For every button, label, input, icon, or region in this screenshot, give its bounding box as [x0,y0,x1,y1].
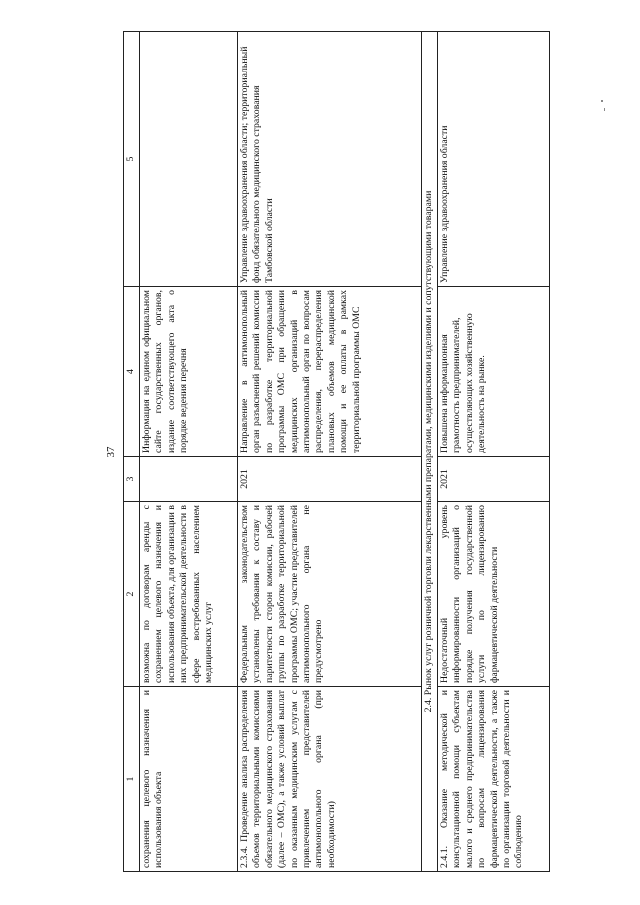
cell-deadline [140,457,238,502]
page-number: 37 [105,446,117,458]
scan-speck [604,108,605,111]
cell-responsible: Управление здравоохранения области [438,32,550,287]
header-col-4: 4 [124,287,140,457]
header-col-5: 5 [124,32,140,287]
cell-measure: 2.4.1. Оказание методической и консультационной помощи субъектам малого и среднего предпринимательства по вопросам лицензирования фармацевтической деятельности, а также по организации торговой деятельности и соблюдению [438,687,550,872]
header-col-2: 2 [124,502,140,687]
cell-problem: Недостаточный уровень информированности организаций о порядке получения государственной услуги по лицензированию фармацевтической деятельности [438,502,550,687]
section-heading: 2.4. Рынок услуг розничной торговли лекарственными препаратами, медицинскими изделиями и сопутствующими товарами [422,32,438,872]
cell-responsible [140,32,238,287]
rotated-document-page [105,32,535,872]
cell-result: Направление в антимонопольный орган разъяснений решений комиссии по разработке территориальной программы ОМС при обращении медицинских организаций в антимонопольный орган по вопросам распределения, перераспределения плановых объемов медицинской помощи и ее оплаты в рамках территориальной программы ОМС [238,287,422,457]
cell-responsible: Управление здравоохранения области; территориальный фонд обязательного медицинского страхования Тамбовской области [238,32,422,287]
section-heading-row [422,32,438,872]
cell-measure: сохранения целевого назначения и использования объекта [140,687,238,872]
action-plan-table [123,31,550,872]
cell-problem: Федеральным законодательством установлены требования к составу и паритетности сторон комиссии, рабочей группы по разработке территориальной программы ОМС; участие представителей антимонопольного органа не предусмотрено [238,502,422,687]
header-col-1: 1 [124,687,140,872]
cell-result: Информация на едином официальном сайте государственных органов, издание соответствующего акта о порядке ведения перечня [140,287,238,457]
cell-result: Повышена информационная грамотность предпринимателей, осуществляющих хозяйственную деятельность на рынке. [438,287,550,457]
cell-problem: возможна по договорам аренды с сохранением целевого назначения и использования объекта, для организации в них предпринимательской деятельности в сфере востребованных населением медицинских услуг [140,502,238,687]
table-row [238,32,422,872]
table-row [438,32,550,872]
header-col-3: 3 [124,457,140,502]
table-row [140,32,238,872]
scan-speck [601,100,603,102]
table-header-row [124,32,140,872]
cell-deadline: 2021 [438,457,550,502]
cell-deadline: 2021 [238,457,422,502]
cell-measure: 2.3.4. Проведение анализа распределения объемов территориальными комиссиями обязательного медицинского страхования (далее – ОМС), а также условий выплат по оказанным медицинским услугам с привлечением представителей антимонопольного органа (при необходимости) [238,687,422,872]
